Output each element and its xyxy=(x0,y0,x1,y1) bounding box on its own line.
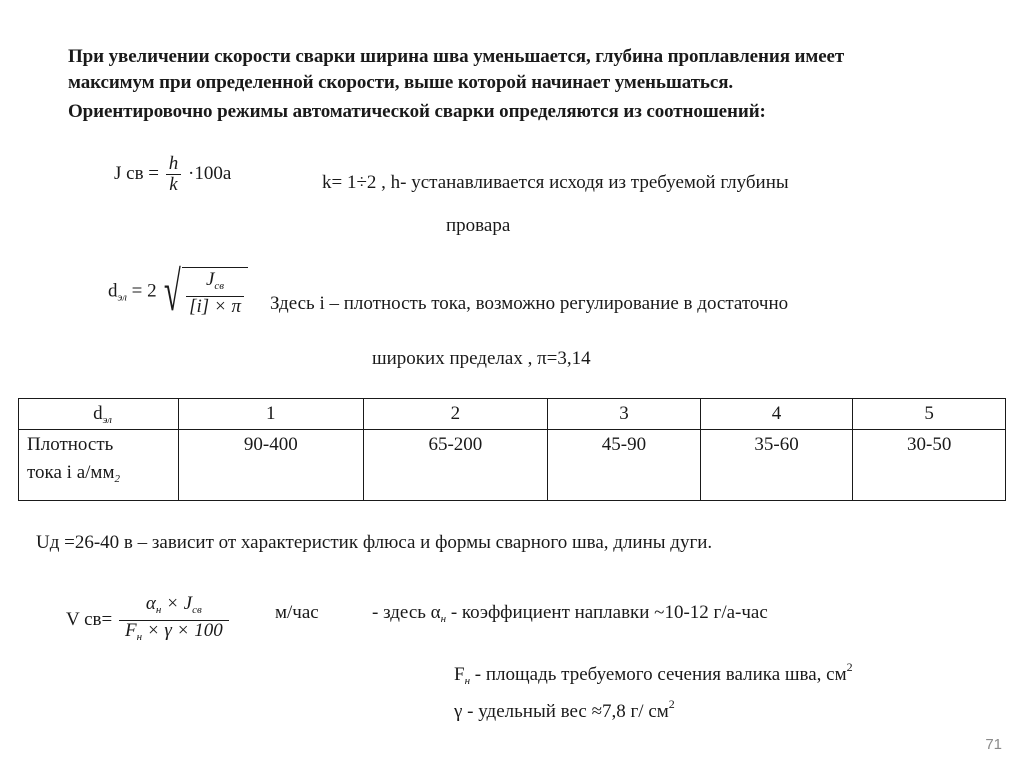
table-cell: 3 xyxy=(548,399,701,430)
table-cell: 45-90 xyxy=(548,430,701,501)
table-cell: 90-400 xyxy=(179,430,364,501)
speed-units: м/час xyxy=(275,602,319,623)
electrode-formula-note-cont: широких пределах , π=3,14 xyxy=(372,348,591,369)
arc-voltage-line: Uд =26-40 в – зависит от характеристик флюса и формы сварного шва, длины дуги. xyxy=(36,532,713,553)
fraction-denominator: k xyxy=(166,174,180,195)
table-cell: 35-60 xyxy=(700,430,853,501)
table-header-density: Плотность тока i $а/мм_2$ xyxy=(19,430,179,501)
table-cell: 65-200 xyxy=(363,430,548,501)
table-row xyxy=(19,430,1006,501)
sqrt-denominator: [i] × π xyxy=(186,296,244,317)
diameter-symbol: d xyxy=(108,280,118,302)
table-cell: 2 xyxy=(363,399,548,430)
speed-numerator: $\alpha_н \times J_{св}$ xyxy=(145,593,202,616)
paragraph-line-2: максимум при определенной скорости, выше которой начинает уменьшаться. xyxy=(68,72,734,93)
current-formula-note-cont: провара xyxy=(446,215,511,236)
electrode-diameter-formula xyxy=(108,261,250,323)
current-formula xyxy=(114,154,231,195)
current-formula-tail: ·100а xyxy=(188,162,232,184)
electrode-formula-note: Здесь i – плотность тока, возможно регулирование в достаточно xyxy=(270,293,789,314)
page-number: 71 xyxy=(985,736,1002,753)
paragraph-line-1: При увеличении скорости сварки ширина шва уменьшается, глубина проплавления имеет xyxy=(68,46,845,67)
current-formula-note: k= 1÷2 , h- устанавливается исходя из требуемой глубины xyxy=(322,172,789,193)
square-root xyxy=(161,261,250,323)
speed-formula-lhs: V св= xyxy=(66,608,113,630)
speed-denominator: $F_н \times \gamma \times 100$ xyxy=(119,620,229,647)
bead-area-note: $F_н$ - площадь требуемого сечения валика шва, $см^2$ xyxy=(454,660,853,687)
sqrt-fraction xyxy=(182,267,248,317)
fraction-numerator: h xyxy=(168,153,179,174)
diameter-equals: = 2 xyxy=(131,280,157,302)
sqrt-sign-icon: √ xyxy=(164,261,182,323)
speed-formula xyxy=(66,594,231,647)
current-formula-lhs: J св = xyxy=(114,162,160,184)
table-cell: 4 xyxy=(700,399,853,430)
current-density-table xyxy=(18,398,1006,501)
table-cell: 1 xyxy=(179,399,364,430)
sqrt-numerator: $J_{св}$ xyxy=(205,269,225,292)
current-formula-fraction xyxy=(166,154,182,195)
table-header-diameter: $d_{эл}$ xyxy=(19,399,179,430)
table-row xyxy=(19,399,1006,430)
specific-weight-note: γ - удельный вес ≈7,8 г/ $см^2$ xyxy=(454,697,675,722)
table-cell: 30-50 xyxy=(853,430,1006,501)
table-cell: 5 xyxy=(853,399,1006,430)
deposition-coefficient-note: - здесь $\alpha_н$ - коэффициент наплавки ~10-12 г/а-час xyxy=(372,602,768,625)
speed-formula-fraction xyxy=(119,594,229,647)
diameter-subscript: эл xyxy=(117,291,127,304)
paragraph-line-3: Ориентировочно режимы автоматической сварки определяются из соотношений: xyxy=(68,101,766,122)
